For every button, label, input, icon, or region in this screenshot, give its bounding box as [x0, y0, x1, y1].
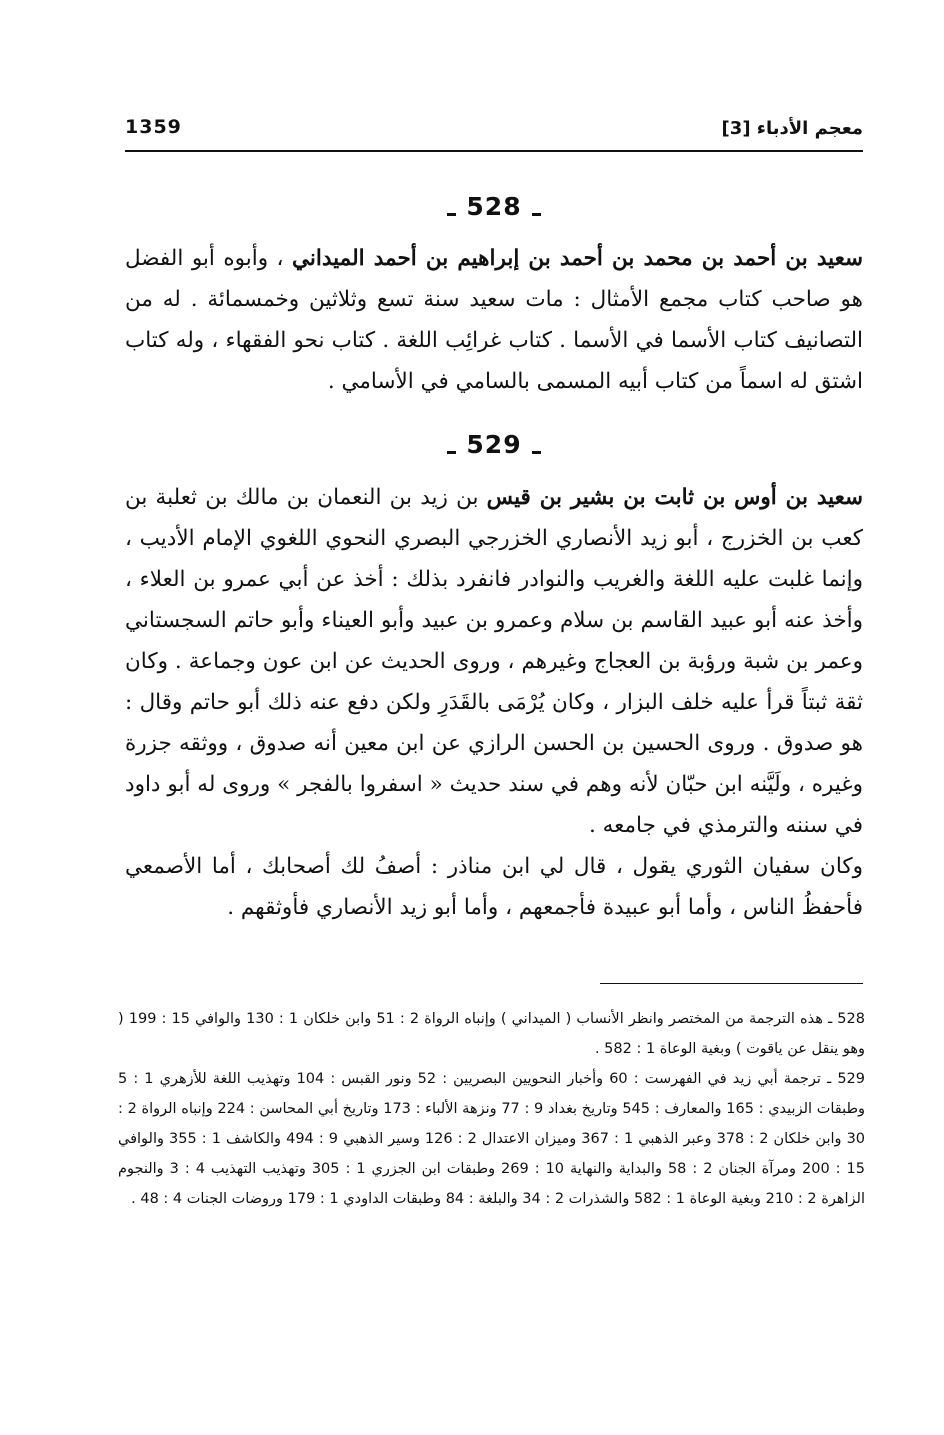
entry-paragraph	[125, 846, 863, 928]
dash-mark	[447, 213, 456, 216]
header-divider	[125, 150, 863, 152]
dash-mark	[447, 451, 456, 454]
entry-number-528	[125, 192, 863, 221]
footnote-divider	[600, 983, 863, 984]
footnote: 528 ـ هذه الترجمة من المختصر وانظر الأنساب ( الميداني ) وإنباه الرواة 2 : 51 وابن خلكان 1 : 130 والوافي 15 : 199 ( وهو ينقل عن ياقوت ) وبغية الوعاة 1 : 582 .	[118, 1011, 865, 1057]
entry-number-529	[125, 430, 863, 459]
entry-name: سعيد بن أوس بن ثابت بن بشير بن قيس	[486, 485, 863, 510]
entry-text: بن زيد بن النعمان بن مالك بن ثعلبة بن كعب بن الخزرج ، أبو زيد الأنصاري الخزرجي البصري النحوي اللغوي الإمام الأديب ، وإنما غلبت عليه اللغة والغريب والنوادر فانفرد بذلك : أخذ عن أبي عمرو بن العلاء ، وأخذ عنه أبو عبيد القاسم بن سلام وعمرو بن عبيد وأبو العيناء وأبو حاتم السجستاني وعمر بن شبة ورؤبة بن العجاج وغيرهم ، وروى الحديث عن ابن عون وجماعة . وكان ثقة ثبتاً قرأ عليه خلف البزار ، وكان يُرْمَى بالقَدَرِ ولكن دفع عنه ذلك أبو حاتم وقال : هو صدوق . وروى الحسين بن الحسن الرازي عن ابن معين أنه صدوق ، ووثقه جزرة وغيره ، ولَيَّنه ابن حبّان لأنه وهم في سند حديث « اسفروا بالفجر » وروى له أبو داود في سننه والترمذي في جامعه .	[125, 485, 863, 838]
running-header	[125, 112, 863, 150]
entry-number-text: 528	[466, 192, 522, 221]
entry-paragraph	[125, 477, 863, 846]
entry-528-body	[125, 238, 863, 402]
dash-mark	[532, 451, 541, 454]
entry-paragraph	[125, 238, 863, 402]
footnotes	[118, 1004, 865, 1214]
entry-name: سعيد بن أحمد بن محمد بن أحمد بن إبراهيم بن أحمد الميداني	[292, 246, 864, 271]
book-title: معجم الأدباء [3]	[721, 118, 863, 139]
entry-529-body	[125, 477, 863, 928]
entry-text: ، وأبوه أبو الفضل هو صاحب كتاب مجمع الأمثال : مات سعيد سنة تسع وثلاثين وخمسمائة . له من التصانيف كتاب الأسما في الأسما . كتاب غرائِب اللغة . كتاب نحو الفقهاء ، وله كتاب اشتق له اسماً من كتاب أبيه المسمى بالسامي في الأسامي .	[125, 246, 863, 394]
page-number: 1359	[125, 116, 182, 138]
dash-mark	[532, 213, 541, 216]
entry-text: وكان سفيان الثوري يقول ، قال لي ابن مناذر : أصفُ لك أصحابك ، أما الأصمعي فأحفظُ الناس ، وأما أبو عبيدة فأجمعهم ، وأما أبو زيد الأنصاري فأوثقهم .	[125, 854, 863, 920]
footnote: 529 ـ ترجمة أبي زيد في الفهرست : 60 وأخبار النحويين البصريين : 52 ونور القبس : 104 وتهذيب اللغة للأزهري 1 : 5 وطبقات الزبيدي : 165 والمعارف : 545 وتاريخ بغداد 9 : 77 ونزهة الألباء : 173 وتاريخ أبي المحاسن : 224 وإنباه الرواة 2 : 30 وابن خلكان 2 : 378 وعبر الذهبي 1 : 367 وميزان الاعتدال 2 : 126 وسير الذهبي 9 : 494 والكاشف 1 : 355 والوافي 15 : 200 ومرآة الجنان 2 : 58 والبداية والنهاية 10 : 269 وطبقات ابن الجزري 1 : 305 وتهذيب التهذيب 4 : 3 والنجوم الزاهرة 2 : 210 وبغية الوعاة 1 : 582 والشذرات 2 : 34 والبلغة : 84 وطبقات الداودي 1 : 179 وروضات الجنات 4 : 48 .	[118, 1071, 866, 1207]
entry-number-text: 529	[466, 430, 522, 459]
